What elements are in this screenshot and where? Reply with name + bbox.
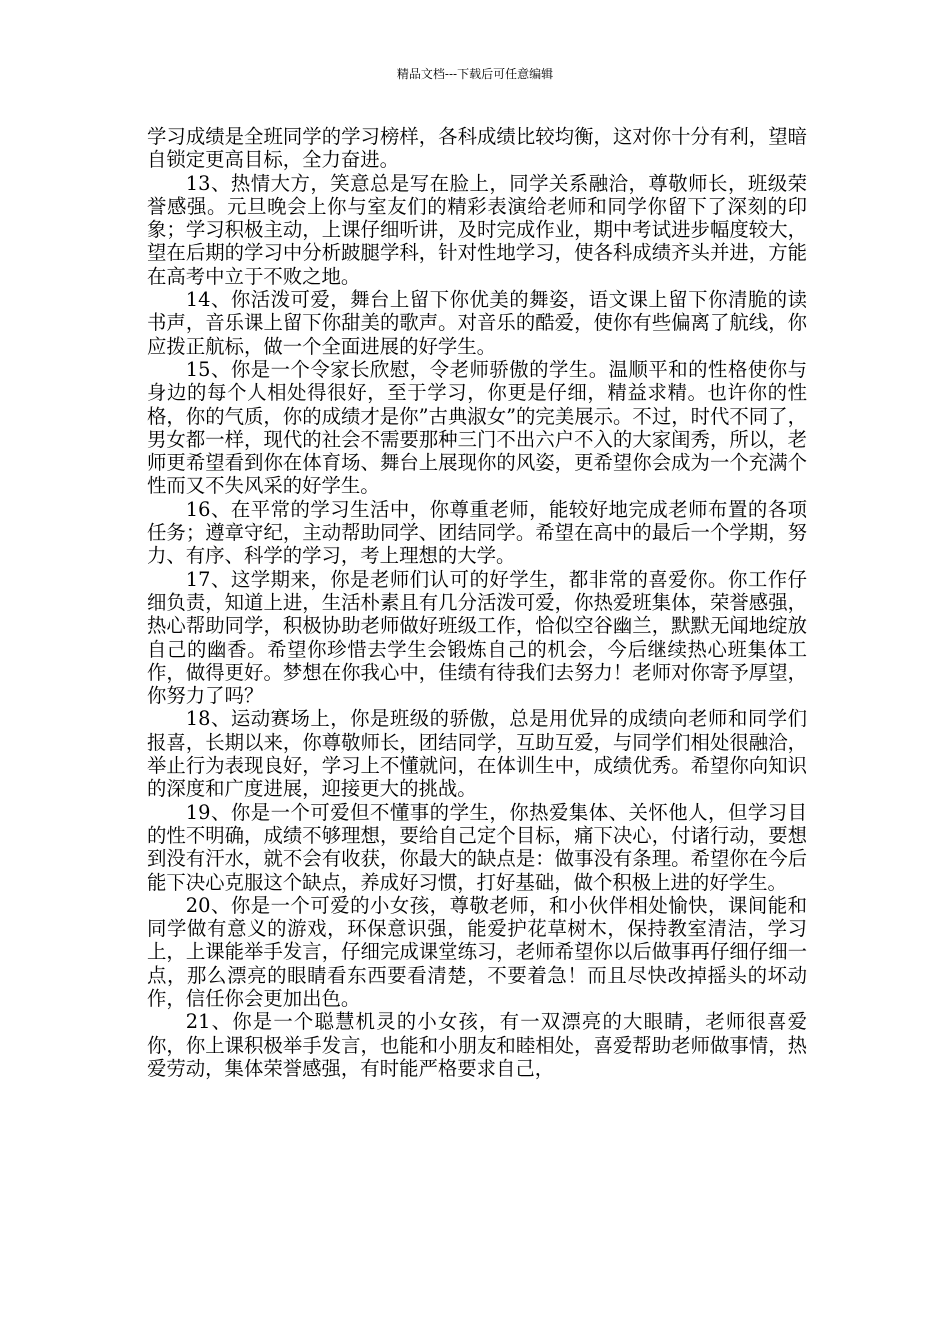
paragraph-14: 14、你活泼可爱，舞台上留下你优美的舞姿，语文课上留下你清脆的读书声，音乐课上留下你甜美的歌声。对音乐的酷爱，使你有些偏离了航线，你应拨正航标，做一个全面进展的好学生。 — [147, 288, 807, 358]
document-body — [147, 125, 807, 1080]
paragraph-20: 20、你是一个可爱的小女孩，尊敬老师，和小伙伴相处愉快，课间能和同学做有意义的游戏，环保意识强，能爱护花草树木，保持教室清洁，学习上，上课能举手发言，仔细完成课堂练习，老师希望你以后做事再仔细仔细一点，那么漂亮的眼睛看东西要看清楚，不要着急！而且尽快改掉摇头的坏动作，信任你会更加出色。 — [147, 893, 807, 1010]
paragraph-18: 18、运动赛场上，你是班级的骄傲，总是用优异的成绩向老师和同学们报喜，长期以来，你尊敬师长，团结同学，互助互爱，与同学们相处很融洽，举止行为表现良好，学习上不懂就问，在体训生中，成绩优秀。希望你向知识的深度和广度进展，迎接更大的挑战。 — [147, 707, 807, 801]
paragraph-17: 17、这学期来，你是老师们认可的好学生，都非常的喜爱你。你工作仔细负责，知道上进，生活朴素且有几分活泼可爱，你热爱班集体，荣誉感强，热心帮助同学，积极协助老师做好班级工作，恰似空谷幽兰，默默无闻地绽放自己的幽香。希望你珍惜去学生会锻炼自己的机会，今后继续热心班集体工作，做得更好。梦想在你我心中，佳绩有待我们去努力！老师对你寄予厚望，你努力了吗？ — [147, 567, 807, 708]
paragraph-13: 13、热情大方，笑意总是写在脸上，同学关系融洽，尊敬师长，班级荣誉感强。元旦晚会上你与室友们的精彩表演给老师和同学你留下了深刻的印象；学习积极主动，上课仔细听讲，及时完成作业，期中考试进步幅度较大，望在后期的学习中分析跛腿学科，针对性地学习，使各科成绩齐头并进，方能在高考中立于不败之地。 — [147, 171, 807, 288]
paragraph-15: 15、你是一个令家长欣慰，令老师骄傲的学生。温顺平和的性格使你与身边的每个人相处得很好，至于学习，你更是仔细，精益求精。也许你的性格，你的气质，你的成绩才是你”古典淑女”的完美展示。不过，时代不同了，男女都一样，现代的社会不需要那种三门不出六户不入的大家闺秀，所以，老师更希望看到你在体育场、舞台上展现你的风姿，更希望你会成为一个充满个性而又不失风采的好学生。 — [147, 357, 807, 498]
paragraph-21: 21、你是一个聪慧机灵的小女孩，有一双漂亮的大眼睛，老师很喜爱你，你上课积极举手发言，也能和小朋友和睦相处，喜爱帮助老师做事情，热爱劳动，集体荣誉感强，有时能严格要求自己， — [147, 1010, 807, 1080]
paragraph-16: 16、在平常的学习生活中，你尊重老师，能较好地完成老师布置的各项任务；遵章守纪，主动帮助同学、团结同学。希望在高中的最后一个学期，努力、有序、科学的学习，考上理想的大学。 — [147, 497, 807, 568]
page-header: 精品文档---下载后可任意编辑 — [396, 67, 554, 81]
paragraph-19: 19、你是一个可爱但不懂事的学生，你热爱集体、关怀他人，但学习目的性不明确，成绩不够理想，要给自己定个目标，痛下决心，付诸行动，要想到没有汗水，就不会有收获，你最大的缺点是：做事没有条理。希望你在今后能下决心克服这个缺点，养成好习惯，打好基础，做个积极上进的好学生。 — [147, 800, 807, 894]
paragraph-0: 学习成绩是全班同学的学习榜样，各科成绩比较均衡，这对你十分有利，望暗自锁定更高目标，全力奋进。 — [147, 125, 807, 172]
